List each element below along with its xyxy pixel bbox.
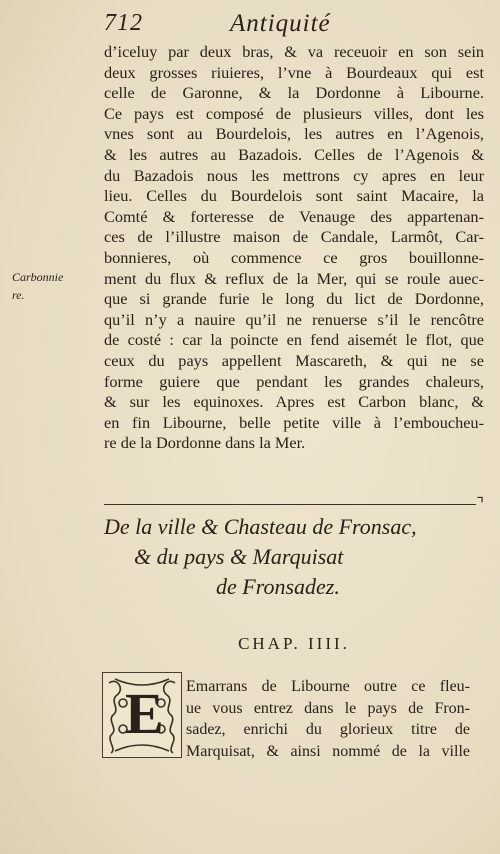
section-rule xyxy=(104,496,484,513)
title-line: De la ville & Chasteau de Fronsac, xyxy=(104,514,417,539)
text-line: ue vous entrez dans le pays de Fron- xyxy=(186,699,470,717)
page-number: 712 xyxy=(104,10,143,36)
title-line: & du pays & Marquisat xyxy=(134,544,344,569)
text-line: en fin Libourne, belle petite ville à l’embouchеu- xyxy=(104,412,484,432)
text-line: deux grosses riuieres, l’vne à Bourdeaux qui est xyxy=(104,62,484,82)
text-line: ces de l’illustre maison de Candale, Larmôt, Car- xyxy=(104,227,484,247)
text-line: que si grande furie le long du lict de Dordonne, xyxy=(104,289,484,309)
text-line: d’iceluy par deux bras, & va receuoir en son sein xyxy=(104,42,484,61)
ornamental-initial xyxy=(102,672,182,758)
margin-note-line: Carbonnie xyxy=(12,270,64,284)
chapter-paragraph xyxy=(186,676,470,762)
chapter-heading xyxy=(104,634,484,654)
text-line: forme guiere que pendant les grandes chaleurs, xyxy=(104,371,484,391)
text-line: ment du flux & reflux de la Mer, qui se roule auec- xyxy=(104,268,484,288)
text-line: bonnieres, où commence ce gros bouillonne- xyxy=(104,247,484,267)
text-line: Ce pays est composé de plusieurs villes, dont les xyxy=(104,103,484,123)
text-line: & les autres au Bazadois. Celles de l’Agenois & xyxy=(104,144,484,164)
horizontal-rule xyxy=(104,504,476,505)
page-header xyxy=(104,10,484,44)
text-line: du Bazadois nous les mettrons cy apres en leur xyxy=(104,165,484,185)
text-line: Marquisat, & ainsi nommé de la ville xyxy=(186,742,470,760)
margin-note xyxy=(12,268,92,304)
margin-note-line: re. xyxy=(12,288,25,302)
text-line: & sur les equinoxes. Apres est Carbon blanc, & xyxy=(104,392,484,412)
text-line: vnes sont au Bourdelois, les autres en l’Agenois, xyxy=(104,124,484,144)
body-paragraph xyxy=(104,42,484,454)
title-line: de Fronsadez. xyxy=(216,574,340,599)
section-title xyxy=(104,512,484,602)
text-line: sadez, enrichi du glorieux titre de xyxy=(186,721,470,738)
chapter-heading-text: CHAP. IIII. xyxy=(238,634,350,653)
text-line: Emarrans de Libourne outre ce fleu- xyxy=(186,678,470,695)
text-line: qu’il n’y a nauire qu’il ne renuerse s’il le rencôtre xyxy=(104,309,484,329)
text-line: re de la Dordonne dans la Mer. xyxy=(104,433,306,453)
text-line: ceux du pays appellent Mascareth, & qui ne se xyxy=(104,350,484,370)
text-line: celle de Garonne, & la Dordonne à Libourne. xyxy=(104,83,484,103)
drop-cap-letter: E xyxy=(125,681,164,746)
text-line: lieu. Celles du Bourdelois sont saint Macaire, la xyxy=(104,186,484,206)
text-line: de costé : car la poincte en fend aisemét le flot, que xyxy=(104,330,484,350)
rule-flourish-icon: ⌝ xyxy=(476,496,484,513)
running-head: Antiquité xyxy=(230,10,331,37)
text-line: Comté & forteresse de Venauge des appartenan- xyxy=(104,206,484,226)
